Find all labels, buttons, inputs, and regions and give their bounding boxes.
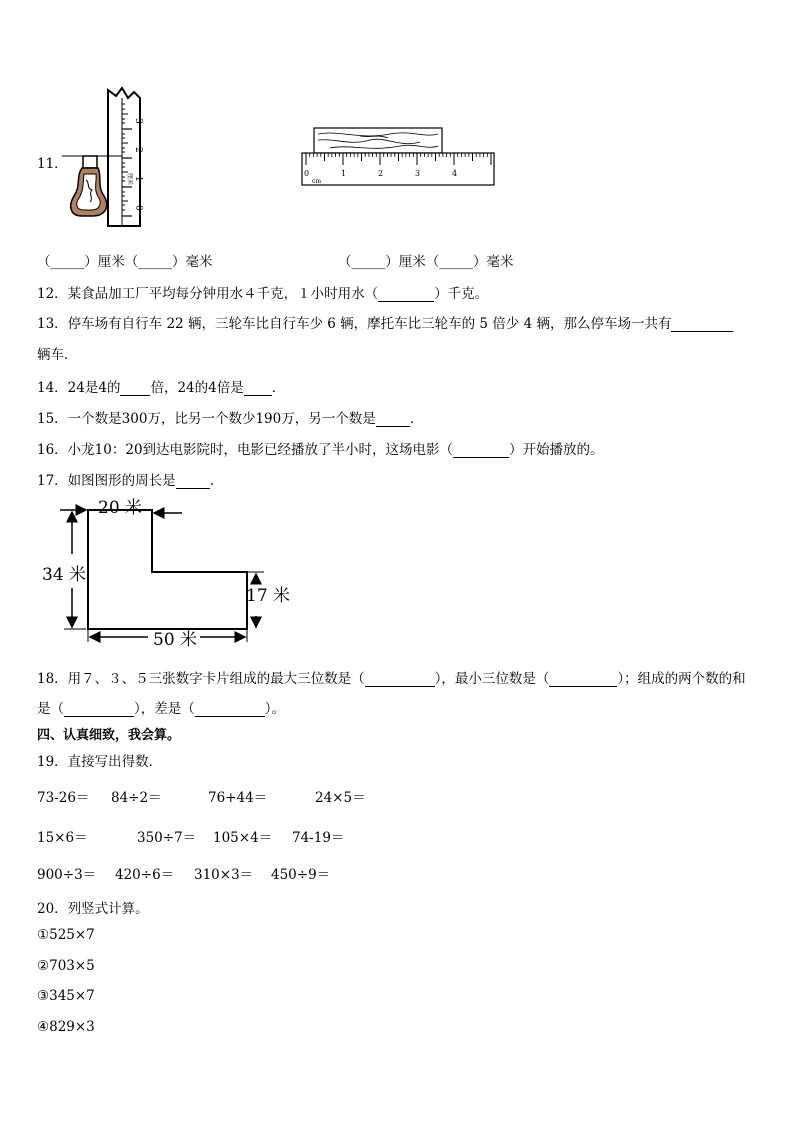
right-ruler-label-0: 0: [304, 169, 310, 178]
q15-line: [37, 407, 423, 427]
q11-number: 11．: [37, 156, 68, 172]
right-ruler-label-4: 4: [452, 169, 458, 178]
q14-text-a: 14．24是4的: [37, 380, 121, 396]
q17-figure: [36, 496, 300, 652]
q18-text-a: 18．用７、３、５三张数字卡片组成的最大三位数是（: [37, 671, 365, 687]
q17-line: [37, 469, 223, 489]
q13-blank[interactable]: [671, 317, 733, 332]
q12-text-b: ）千克。: [434, 286, 489, 302]
q18-blank-2[interactable]: [549, 672, 617, 687]
section4-title: 四、认真细致，我会算。: [37, 728, 181, 743]
q19-r2-c1: 15×6＝: [37, 830, 88, 846]
q19-r1-c2: 84÷2＝: [111, 790, 162, 806]
left-ruler-label-1: 1: [133, 176, 143, 182]
left-ruler-label-2: 2: [133, 147, 143, 153]
q18-text-d: 是（: [37, 701, 64, 717]
q11-left-figure: [62, 84, 148, 230]
q11-right-answer: （_____）厘米（_____）毫米: [338, 254, 514, 270]
q17-blank[interactable]: [176, 474, 210, 489]
q19-r3-c2: 420÷6＝: [115, 867, 175, 883]
q11-left-answer: （_____）厘米（_____）毫米: [37, 254, 213, 270]
q13-text: 13．停车场有自行车 22 辆，三轮车比自行车少 6 辆，摩托车比三轮车的 5 倍少 4 辆，那么停车场一共有: [37, 316, 672, 332]
q16-text-a: 16．小龙10：20到达电影院时，电影已经播放了半小时，这场电影（: [37, 442, 454, 458]
q15-text-b: ．: [409, 411, 424, 427]
q18-text-b: ），最小三位数是（: [434, 671, 550, 687]
q15-text-a: 15．一个数是300万，比另一个数少190万，另一个数是: [37, 411, 376, 427]
right-ruler-unit: cm: [312, 178, 322, 185]
q14-blank-2[interactable]: [244, 381, 272, 396]
q20-item-3: ③345×7: [37, 988, 95, 1004]
q18-blank-4[interactable]: [195, 702, 265, 717]
q12-blank[interactable]: [378, 287, 434, 302]
q14-blank-1[interactable]: [120, 381, 150, 396]
q18-blank-1[interactable]: [365, 672, 435, 687]
q19-r2-c2: 350÷7＝: [137, 830, 197, 846]
q20-title: 20．列竖式计算。: [37, 901, 149, 917]
q14-text-b: 倍，24的4倍是: [150, 380, 244, 396]
dim-top-label: 20 米: [98, 498, 143, 518]
right-ruler-label-1: 1: [341, 169, 347, 178]
q19-r1-c4: 24×5＝: [315, 790, 366, 806]
left-ruler-label-0: 0: [133, 205, 143, 211]
q19-title: 19．直接写出得数．: [37, 754, 163, 770]
q14-text-c: ．: [271, 380, 286, 396]
q19-r3-c3: 310×3＝: [194, 867, 254, 883]
q16-line: [37, 438, 604, 458]
right-ruler-label-2: 2: [378, 169, 384, 178]
q12-line: [37, 282, 488, 302]
q11-right-figure: [300, 126, 496, 188]
q12-text-a: 12．某食品加工厂平均每分钟用水４千克，１小时用水（: [37, 286, 379, 302]
q19-r1-c1: 73-26＝: [37, 790, 90, 806]
dim-left-label: 34 米: [42, 565, 87, 585]
q15-blank[interactable]: [376, 412, 410, 427]
q14-line: [37, 376, 285, 396]
dim-bottom-label: 50 米: [153, 630, 198, 650]
left-ruler-label-3: 3: [133, 118, 143, 124]
q19-r2-c3: 105×4＝: [213, 830, 273, 846]
q18-line1: [37, 667, 746, 687]
q18-blank-3[interactable]: [64, 702, 134, 717]
q19-r3-c4: 450÷9＝: [271, 867, 331, 883]
q19-r3-c1: 900÷3＝: [37, 867, 97, 883]
q17-text-b: ．: [209, 473, 224, 489]
q20-item-1: ①525×7: [37, 927, 95, 943]
left-ruler-unit: 厘米: [126, 173, 133, 186]
q20-item-4: ④829×3: [37, 1019, 95, 1035]
q18-text-c: ）；组成的两个数的和: [617, 671, 746, 687]
dim-right-label: 17 米: [246, 586, 291, 606]
q16-text-b: ）开始播放的。: [509, 442, 604, 458]
q18-text-e: ），差是（: [134, 701, 195, 717]
q16-blank[interactable]: [453, 443, 509, 458]
q19-r1-c3: 76+44＝: [208, 790, 268, 806]
q18-text-f: ）。: [264, 701, 285, 717]
q20-item-2: ②703×5: [37, 958, 95, 974]
q19-r2-c4: 74-19＝: [292, 830, 345, 846]
q13-line2: 辆车．: [37, 347, 78, 363]
q17-text-a: 17．如图图形的周长是: [37, 473, 176, 489]
right-ruler-label-3: 3: [415, 169, 421, 178]
q13-line1: [37, 312, 733, 332]
q18-line2: [37, 697, 285, 717]
